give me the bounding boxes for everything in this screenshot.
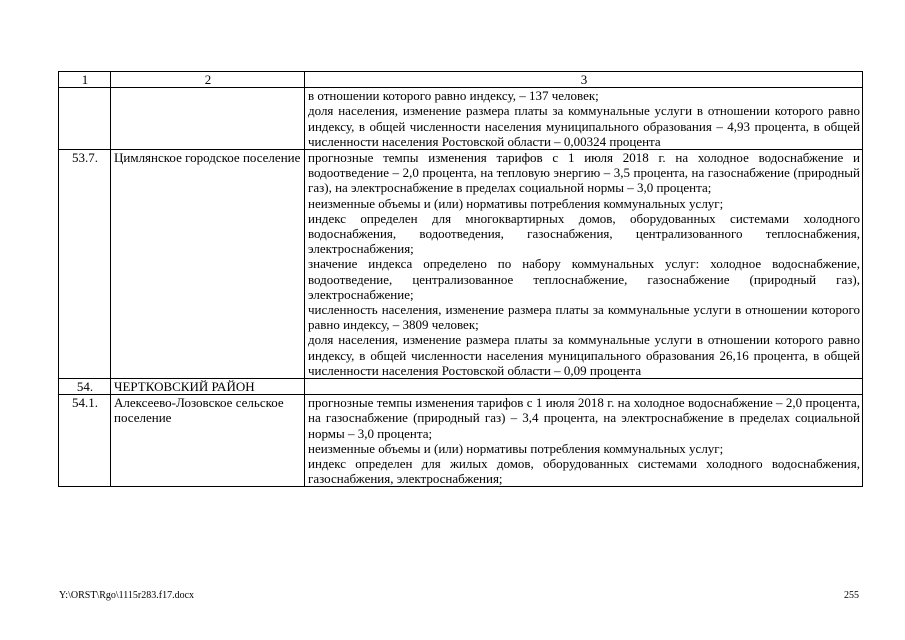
footer-page-number: 255 bbox=[844, 590, 859, 601]
header-col-3: 3 bbox=[305, 72, 863, 88]
description-paragraph: прогнозные темпы изменения тарифов с 1 июля 2018 г. на холодное водоснабжение – 2,0 процента, на газоснабжение (природный газ) – 3,4 процента, на электроснабжение в пределах социальной нормы – 3,0 процента; bbox=[308, 395, 860, 441]
row-number: 54.1. bbox=[59, 395, 111, 487]
document-table bbox=[58, 71, 863, 487]
header-col-1: 1 bbox=[59, 72, 111, 88]
footer-file-path: Y:\ORST\Rgo\1115r283.f17.docx bbox=[59, 590, 195, 601]
description-paragraph: значение индекса определено по набору коммунальных услуг: холодное водоснабжение, водоотведение, централизованное теплоснабжение, газоснабжение (природный газ), электроснабжение; bbox=[308, 256, 860, 302]
description-paragraph: в отношении которого равно индексу, – 137 человек; bbox=[308, 88, 599, 104]
row-number bbox=[59, 88, 111, 150]
description-paragraph: индекс определен для многоквартирных домов, оборудованных системами холодного водоснабжения, водоотведения, газоснабжения, централизованного теплоснабжения, электроснабжения; bbox=[308, 210, 860, 257]
row-description bbox=[305, 150, 863, 379]
table-row bbox=[59, 379, 863, 395]
row-description bbox=[305, 379, 863, 395]
row-number: 54. bbox=[59, 379, 111, 395]
description-paragraph: доля населения, изменение размера платы за коммунальные услуги в отношении которого равно индексу, в общей численности населения муниципального образования – 4,93 процента, в общей численности населения Ростовской области – 0,00324 процента bbox=[308, 103, 860, 149]
description-paragraph: индекс определен для жилых домов, оборудованных системами холодного водоснабжения, газоснабжения, электроснабжения; bbox=[308, 456, 860, 487]
row-number: 53.7. bbox=[59, 150, 111, 379]
table-header-row bbox=[59, 72, 863, 88]
municipality-name: Алексеево-Лозовское сельское поселение bbox=[111, 395, 305, 487]
description-paragraph: доля населения, изменение размера платы за коммунальные услуги в отношении которого равно индексу, в общей численности населения муниципального образования 26,16 процента, в общей численности населения Ростовской области – 0,09 процента bbox=[308, 332, 860, 378]
municipality-name bbox=[111, 88, 305, 150]
description-paragraph: численность населения, изменение размера платы за коммунальные услуги в отношении которого равно индексу, – 3809 человек; bbox=[308, 302, 860, 333]
header-col-2: 2 bbox=[111, 72, 305, 88]
table-row bbox=[59, 395, 863, 487]
row-description bbox=[305, 395, 863, 487]
description-paragraph: прогнозные темпы изменения тарифов с 1 июля 2018 г. на холодное водоснабжение и водоотведение – 2,0 процента, на тепловую энергию – 3,5 процента, на газоснабжение (природный газ), на электроснабжение в пределах социальной нормы – 3,0 процента; bbox=[308, 150, 860, 196]
table-row bbox=[59, 150, 863, 379]
municipality-name: Цимлянское городское поселение bbox=[111, 150, 305, 379]
municipality-name: ЧЕРТКОВСКИЙ РАЙОН bbox=[111, 379, 305, 395]
description-paragraph: неизменные объемы и (или) нормативы потребления коммунальных услуг; bbox=[308, 195, 724, 211]
description-paragraph: неизменные объемы и (или) нормативы потребления коммунальных услуг; bbox=[308, 440, 724, 456]
table-row bbox=[59, 88, 863, 150]
row-description bbox=[305, 88, 863, 150]
